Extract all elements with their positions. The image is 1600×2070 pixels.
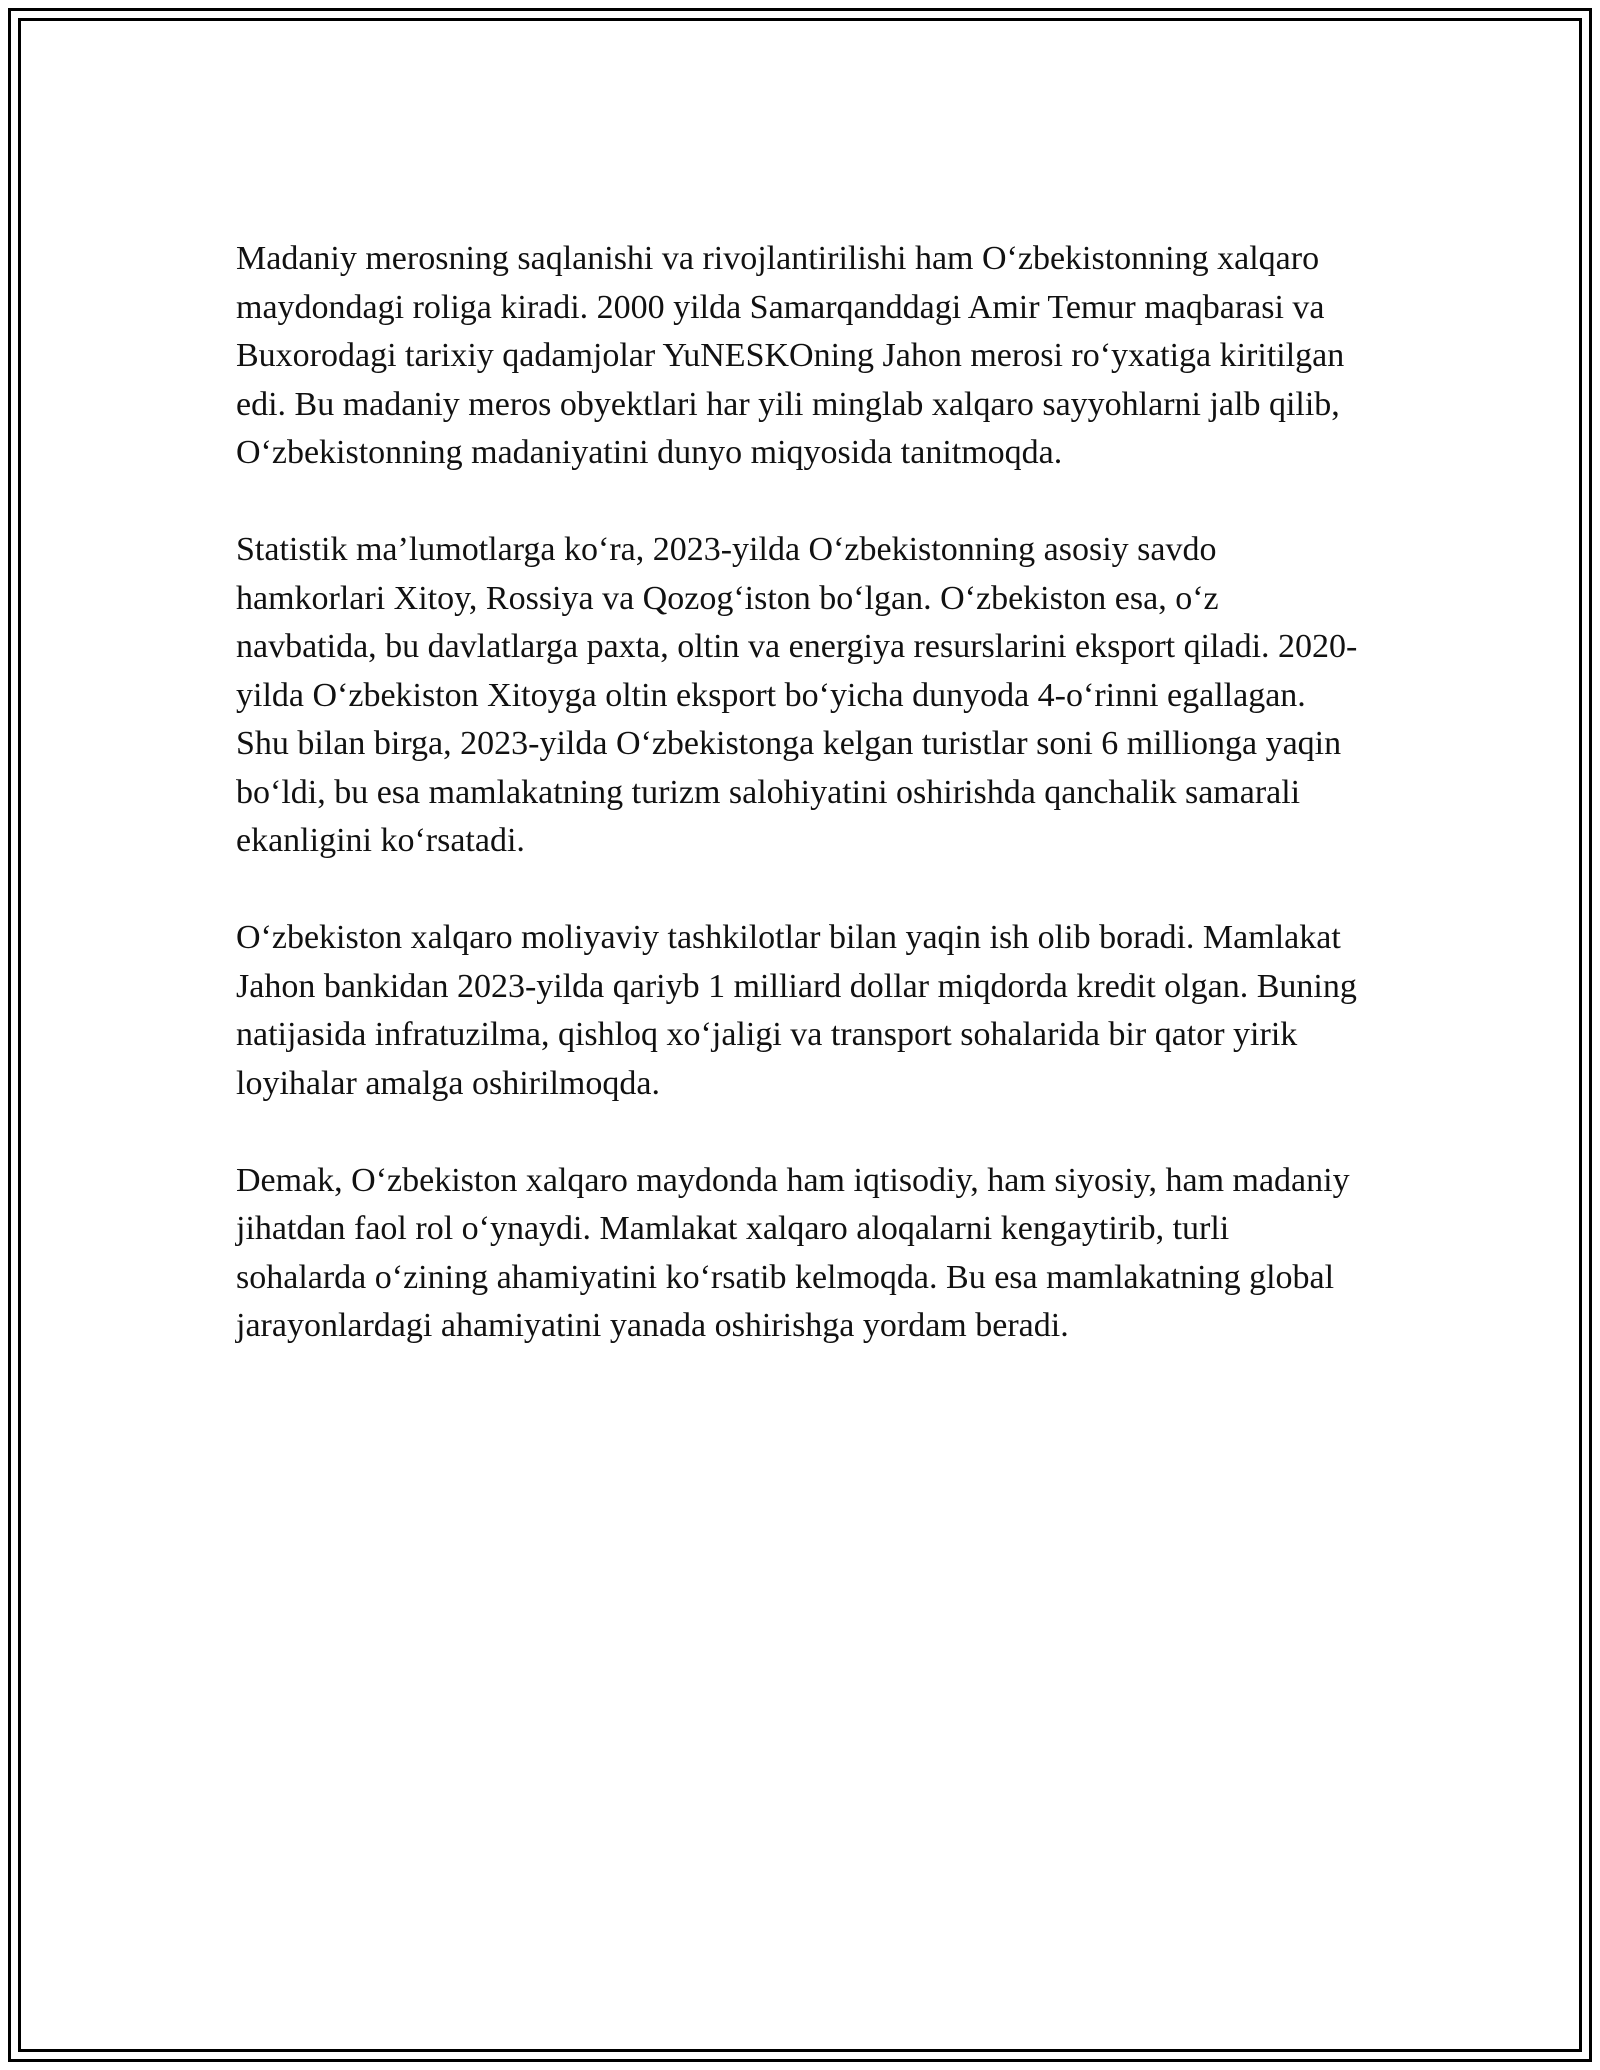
paragraph-cultural-heritage: Madaniy merosning saqlanishi va rivojlantirilishi ham O‘zbekistonning xalqaro maydondagi roliga kiradi. 2000 yilda Samarqanddagi Amir Temur maqbarasi va Buxorodagi tarixiy qadamjolar YuNESKOning Jahon merosi ro‘yxatiga kiritilgan edi. Bu madaniy meros obyektlari har yili minglab xalqaro sayyohlarni jalb qilib, O‘zbekistonning madaniyatini dunyo miqyosida tanitmoqda. <box>236 240 1345 471</box>
paragraph-conclusion: Demak, O‘zbekiston xalqaro maydonda ham iqtisodiy, ham siyosiy, ham madaniy jihatdan faol rol o‘ynaydi. Mamlakat xalqaro aloqalarni kengaytirib, turli sohalarda o‘zining ahamiyatini ko‘rsatib kelmoqda. Bu esa mamlakatning global jarayonlardagi ahamiyatini yanada oshirishga yordam beradi. <box>236 1161 1350 1344</box>
document-body <box>236 235 1366 1399</box>
paragraph-financial-cooperation: O‘zbekiston xalqaro moliyaviy tashkilotlar bilan yaqin ish olib boradi. Mamlakat Jahon bankidan 2023-yilda qariyb 1 milliard dollar miqdorda kredit olgan. Buning natijasida infratuzilma, qishloq xo‘jaligi va transport sohalarida bir qator yirik loyihalar amalga oshirilmoqda. <box>236 919 1357 1102</box>
paragraph-trade-statistics: Statistik ma’lumotlarga ko‘ra, 2023-yilda O‘zbekistonning asosiy savdo hamkorlari Xitoy, Rossiya va Qozog‘iston bo‘lgan. O‘zbekiston esa, o‘z navbatida, bu davlatlarga paxta, oltin va energiya resurslarini eksport qiladi. 2020-yilda O‘zbekiston Xitoyga oltin eksport bo‘yicha dunyoda 4-o‘rinni egallagan. Shu bilan birga, 2023-yilda O‘zbekistonga kelgan turistlar soni 6 millionga yaqin bo‘ldi, bu esa mamlakatning turizm salohiyatini oshirishda qanchalik samarali ekanligini ko‘rsatadi. <box>236 531 1358 859</box>
